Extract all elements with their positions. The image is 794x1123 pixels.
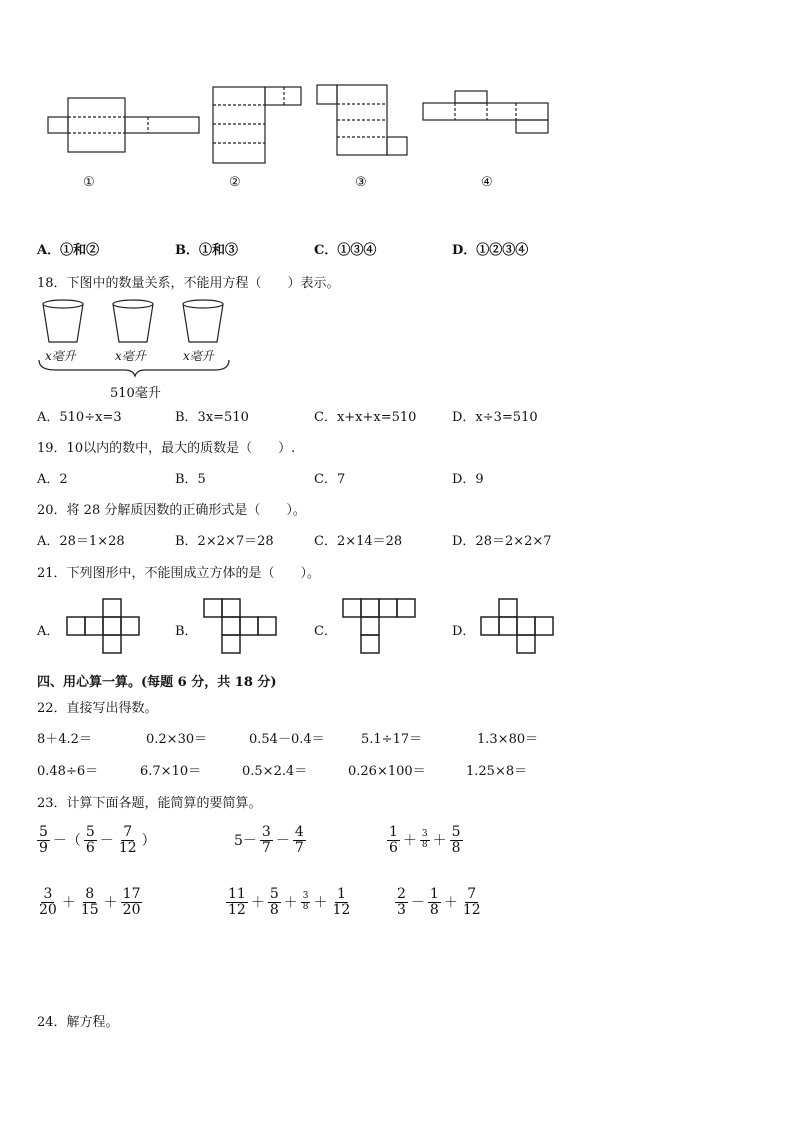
q20-stem: 20．将 28 分解质因数的正确形式是（ ）。 <box>37 503 306 518</box>
q20-option-c[interactable]: C．2×14＝28 <box>314 534 403 549</box>
q17-option-d[interactable]: D．①②③④ <box>452 243 529 258</box>
q18-option-d[interactable]: D．x÷3=510 <box>452 410 538 425</box>
cube-net-2 <box>210 84 310 166</box>
q22-stem: 22．直接写出得数。 <box>37 701 158 716</box>
fraction: $\frac{3}{7}$ <box>261 824 271 856</box>
cube-net-3 <box>314 82 414 162</box>
q17-option-a[interactable]: A．①和② <box>37 243 100 258</box>
q21-letter-c[interactable]: C． <box>314 624 337 639</box>
q22-r1-4: 5.1÷17＝ <box>361 732 423 747</box>
q23-expr-6: $\frac{2}{3}$ － $\frac{1}{8}$ ＋ $\frac{7}{12}$ <box>397 886 481 918</box>
net-label-1: ① <box>83 175 95 190</box>
q21-letter-d[interactable]: D． <box>452 624 476 639</box>
fraction: $\frac{1}{12}$ <box>332 886 351 918</box>
q19-option-c[interactable]: C．7 <box>314 472 346 487</box>
cube-net-1 <box>44 95 204 155</box>
fraction: $\frac{1}{6}$ <box>389 824 398 856</box>
q22-r1-2: 0.2×30＝ <box>146 732 208 747</box>
cup-label-2: x毫升 <box>115 349 146 363</box>
fraction: $\frac{7}{12}$ <box>462 886 481 918</box>
fraction: $\frac{5}{9}$ <box>39 824 48 856</box>
q23-expr-4: $\frac{3}{20}$ ＋ $\frac{8}{15}$ ＋ $\frac{17}{20}$ <box>39 886 141 918</box>
q18-option-a[interactable]: A．510÷x=3 <box>37 410 122 425</box>
q18-option-c[interactable]: C．x+x+x=510 <box>314 410 417 425</box>
q22-r2-1: 0.48÷6＝ <box>37 764 99 779</box>
q23-expr-2: 5－ $\frac{3}{7}$ － $\frac{4}{7}$ <box>234 824 304 856</box>
section-4-title: 四、用心算一算。(每题 6 分，共 18 分) <box>37 675 277 690</box>
fraction: $\frac{2}{3}$ <box>397 886 406 918</box>
net-label-4: ④ <box>481 175 493 190</box>
q22-r2-3: 0.5×2.4＝ <box>242 764 308 779</box>
q22-r2-2: 6.7×10＝ <box>140 764 202 779</box>
q21-letter-a[interactable]: A． <box>37 624 60 639</box>
fraction: $\frac{5}{6}$ <box>85 824 95 856</box>
fraction: $\frac{4}{7}$ <box>294 824 304 856</box>
fraction: $\frac{8}{15}$ <box>80 886 99 918</box>
q24-stem: 24．解方程。 <box>37 1015 119 1030</box>
q23-expr-3: $\frac{1}{6}$ ＋ $\frac{3}{8}$ ＋ $\frac{5}{8}$ <box>389 824 461 856</box>
q19-option-a[interactable]: A．2 <box>37 472 68 487</box>
fraction: $\frac{3}{8}$ <box>421 829 428 850</box>
q20-option-d[interactable]: D．28＝2×2×7 <box>452 534 552 549</box>
cup-label-1: x毫升 <box>45 349 76 363</box>
net-label-3: ③ <box>355 175 367 190</box>
q20-option-a[interactable]: A．28＝1×28 <box>37 534 125 549</box>
q21-net-a[interactable] <box>66 598 142 656</box>
q19-stem: 19．10以内的数中，最大的质数是（ ）. <box>37 441 296 456</box>
fraction: $\frac{7}{12}$ <box>118 824 137 856</box>
q22-r1-1: 8＋4.2＝ <box>37 732 92 747</box>
fraction: $\frac{5}{8}$ <box>451 824 461 856</box>
fraction: $\frac{3}{20}$ <box>39 886 57 918</box>
q18-option-b[interactable]: B．3x=510 <box>175 410 249 425</box>
q23-stem: 23．计算下面各题，能简算的要简算。 <box>37 796 262 811</box>
fraction: $\frac{1}{8}$ <box>429 886 439 918</box>
net-label-2: ② <box>229 175 241 190</box>
q21-net-b[interactable] <box>203 598 279 656</box>
q21-letter-b[interactable]: B． <box>175 624 198 639</box>
fraction: $\frac{5}{8}$ <box>269 886 279 918</box>
q20-option-b[interactable]: B．2×2×7＝28 <box>175 534 274 549</box>
fraction: $\frac{3}{8}$ <box>302 891 309 912</box>
q22-r1-5: 1.3×80＝ <box>477 732 539 747</box>
q21-net-d[interactable] <box>480 598 556 656</box>
q23-expr-1: $\frac{5}{9}$ －（ $\frac{5}{6}$ － $\frac{7}{12}$ ） <box>39 824 156 856</box>
q17-option-c[interactable]: C．①③④ <box>314 243 377 258</box>
q19-option-b[interactable]: B．5 <box>175 472 206 487</box>
fraction: $\frac{17}{20}$ <box>122 886 141 918</box>
q21-net-c[interactable] <box>342 598 418 658</box>
q19-option-d[interactable]: D．9 <box>452 472 484 487</box>
q21-stem: 21．下列图形中，不能围成立方体的是（ ）。 <box>37 566 321 581</box>
q22-r1-3: 0.54－0.4＝ <box>249 732 325 747</box>
q22-r2-5: 1.25×8＝ <box>466 764 528 779</box>
cup-label-3: x毫升 <box>183 349 214 363</box>
q22-r2-4: 0.26×100＝ <box>348 764 426 779</box>
cube-net-4 <box>420 88 555 138</box>
q17-option-b[interactable]: B．①和③ <box>175 243 238 258</box>
total-label: 510毫升 <box>110 386 161 401</box>
fraction: $\frac{11}{12}$ <box>228 886 246 918</box>
q18-stem: 18．下图中的数量关系，不能用方程（ ）表示。 <box>37 276 340 291</box>
q23-expr-5: $\frac{11}{12}$ ＋ $\frac{5}{8}$ ＋ $\frac{3}{8}$ ＋ $\frac{1}{12}$ <box>228 886 351 918</box>
